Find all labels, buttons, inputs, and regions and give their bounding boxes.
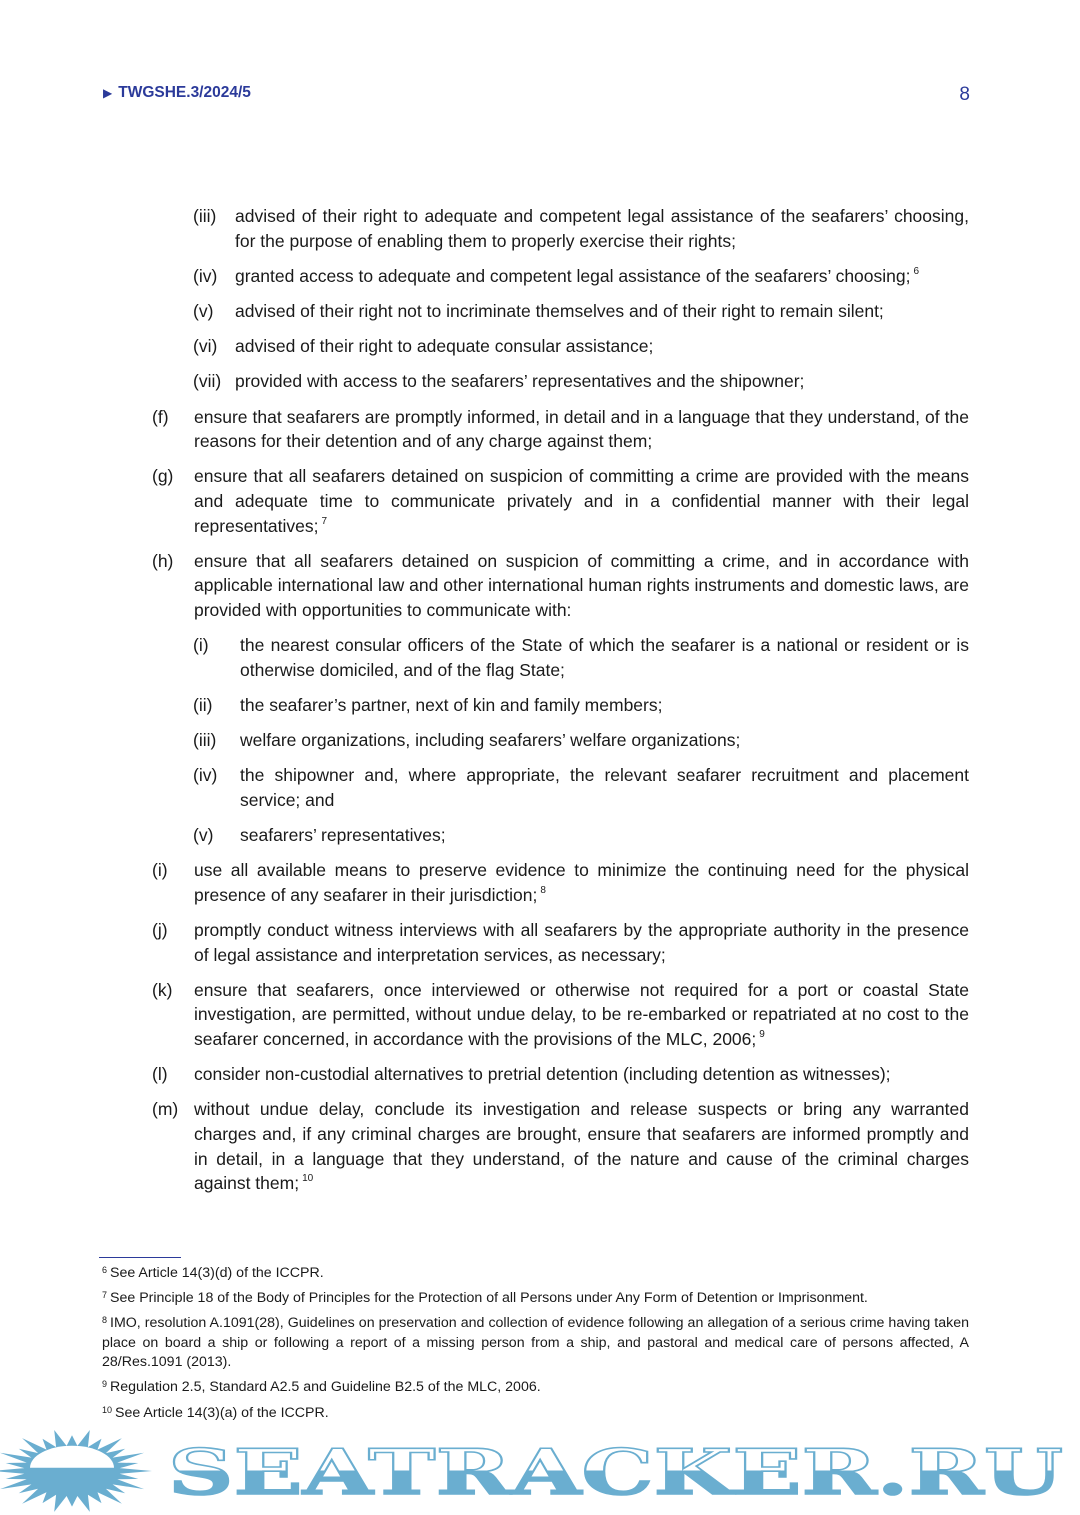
page-number: 8: [959, 84, 970, 105]
item-label: (vi): [193, 336, 218, 357]
item-text: [194, 918, 969, 967]
list-item: [193, 633, 969, 682]
item-text: [240, 823, 969, 848]
item-text: [194, 549, 969, 623]
item-body: ensure that seafarers, once interviewed or otherwise not required for a port or coastal State investigation, are permitted, without undue delay, to be re-embarked or repatriated at no cost to the seafarer concerned, in accordance with the provisions of the MLC, 2006;: [194, 979, 969, 1049]
footnote-ref[interactable]: 8: [540, 884, 546, 896]
item-text: [194, 858, 969, 907]
seatracker-watermark: [0, 1430, 1080, 1514]
footnote-ref[interactable]: 6: [913, 265, 920, 277]
list-item: [193, 823, 969, 848]
item-label: (iv): [193, 765, 218, 786]
item-label: (h): [152, 550, 174, 571]
item-label: (v): [193, 300, 214, 321]
list-item: [152, 405, 969, 454]
list-item: [152, 1062, 969, 1087]
footnote-separator: [99, 1257, 181, 1258]
footnote-text: See Article 14(3)(a) of the ICCPR.: [115, 1404, 329, 1421]
item-body: ensure that all seafarers detained on suspicion of committing a crime, and in accordance with applicable international law and other international human rights instruments and domestic laws, are provided with opportunities to communicate with:: [194, 550, 969, 620]
footnote-text: Regulation 2.5, Standard A2.5 and Guideline B2.5 of the MLC, 2006.: [110, 1379, 541, 1396]
item-label: (i): [193, 635, 209, 656]
item-body: granted access to adequate and competent legal assistance of the seafarers’ choosing;: [235, 265, 911, 286]
list-item: [152, 549, 969, 623]
item-body: the nearest consular officers of the State of which the seafarer is a national or resident or is otherwise domiciled, and of the flag State;: [240, 635, 969, 680]
document-symbol-text: TWGSHE.3/2024/5: [118, 84, 251, 101]
item-text: [240, 763, 969, 812]
footnote-number: 8: [102, 1315, 108, 1326]
item-text: [235, 204, 969, 253]
item-text: [235, 264, 969, 289]
footnotes: [102, 1264, 969, 1429]
item-body: consider non-custodial alternatives to pretrial detention (including detention as witnesses);: [194, 1064, 891, 1085]
watermark-text: SEATRACKER.RU: [168, 1434, 1063, 1510]
item-label: (m): [152, 1099, 179, 1120]
item-text: [240, 728, 969, 753]
item-text: [194, 978, 969, 1052]
item-text: [194, 464, 969, 538]
item-text: [240, 693, 969, 718]
list-item: [193, 204, 969, 253]
sun-logo-icon: [0, 1430, 152, 1512]
list-item: [193, 299, 969, 324]
item-text: [235, 369, 969, 394]
footnote: [102, 1378, 969, 1398]
list-item: [152, 464, 969, 538]
item-body: use all available means to preserve evidence to minimize the continuing need for the physical presence of any seafarer in their jurisdiction;: [194, 860, 969, 905]
footnote-ref[interactable]: 9: [759, 1028, 765, 1040]
list-item: [152, 978, 969, 1052]
item-text: [235, 299, 969, 324]
footnote: [102, 1264, 969, 1284]
list-item: [152, 1097, 969, 1195]
footnote-text: See Principle 18 of the Body of Principles for the Protection of all Persons under Any Form of Detention or Imprisonment.: [110, 1290, 868, 1307]
list-item: [152, 918, 969, 967]
footnote-number: 10: [102, 1404, 113, 1415]
item-body: welfare organizations, including seafarers’ welfare organizations;: [240, 730, 741, 751]
item-body: ensure that all seafarers detained on suspicion of committing a crime are provided with the means and adequate time to communicate privately and in a confidential manner with their legal representatives;: [194, 466, 969, 536]
item-body: advised of their right to adequate consular assistance;: [235, 336, 654, 357]
footnote: [102, 1314, 969, 1373]
item-label: (iii): [193, 730, 217, 751]
item-text: [194, 1062, 969, 1087]
item-label: (k): [152, 979, 173, 1000]
footnote-ref[interactable]: 10: [302, 1173, 314, 1185]
document-body: [152, 204, 969, 1206]
footnote-text: See Article 14(3)(d) of the ICCPR.: [110, 1265, 324, 1281]
list-item: [193, 264, 969, 289]
item-label: (v): [193, 825, 214, 845]
item-label: (j): [152, 919, 168, 940]
item-label: (iv): [193, 265, 218, 286]
footnote: [102, 1289, 969, 1309]
item-text: [240, 633, 969, 682]
list-item: [193, 334, 969, 359]
item-label: (g): [152, 466, 174, 487]
item-body: the shipowner and, where appropriate, the relevant seafarer recruitment and placement service; and: [240, 765, 969, 810]
list-item: [152, 858, 969, 907]
item-body: provided with access to the seafarers’ representatives and the shipowner;: [235, 371, 805, 392]
item-body: advised of their right to adequate and competent legal assistance of the seafarers’ choosing, for the purpose of enabling them to properly exercise their rights;: [235, 206, 969, 251]
item-body: the seafarer’s partner, next of kin and family members;: [240, 694, 663, 715]
footnote-number: 7: [102, 1290, 108, 1301]
item-text: [194, 1097, 969, 1195]
item-label: (ii): [193, 694, 213, 715]
item-body: advised of their right not to incriminate themselves and of their right to remain silent;: [235, 300, 884, 321]
footnote-text: IMO, resolution A.1091(28), Guidelines on preservation and collection of evidence following an allegation of a serious crime having taken place on board a ship or following a report of a missing person from a ship, and pastoral and medical care of persons affected, A 28/Res.1091 (2013).: [102, 1315, 969, 1371]
list-item: [193, 728, 969, 753]
footnote: [102, 1404, 969, 1424]
item-label: (vii): [193, 371, 222, 392]
item-label: (i): [152, 860, 168, 881]
item-body: ensure that seafarers are promptly informed, in detail and in a language that they understand, of the reasons for their detention and of any charge against them;: [194, 406, 969, 452]
item-text: [194, 405, 969, 454]
footnote-number: 9: [102, 1379, 108, 1390]
document-symbol: [103, 84, 251, 102]
item-label: (f): [152, 406, 169, 427]
triangle-bullet-icon: ▶: [103, 86, 113, 100]
list-item: [193, 369, 969, 394]
item-label: (iii): [193, 206, 217, 226]
item-body: without undue delay, conclude its investigation and release suspects or bring any warranted charges and, if any criminal charges are brought, ensure that seafarers are informed promptly and in detail, in a language that they understand, of the nature and cause of the criminal charges against them;: [194, 1099, 969, 1194]
item-text: [235, 334, 969, 359]
footnote-ref[interactable]: 7: [321, 515, 328, 527]
list-item: [193, 763, 969, 812]
item-label: (l): [152, 1064, 168, 1085]
item-body: seafarers’ representatives;: [240, 825, 446, 845]
list-item: [193, 693, 969, 718]
item-body: promptly conduct witness interviews with all seafarers by the appropriate authority in the presence of legal assistance and interpretation services, as necessary;: [194, 919, 969, 965]
footnote-number: 6: [102, 1265, 108, 1275]
